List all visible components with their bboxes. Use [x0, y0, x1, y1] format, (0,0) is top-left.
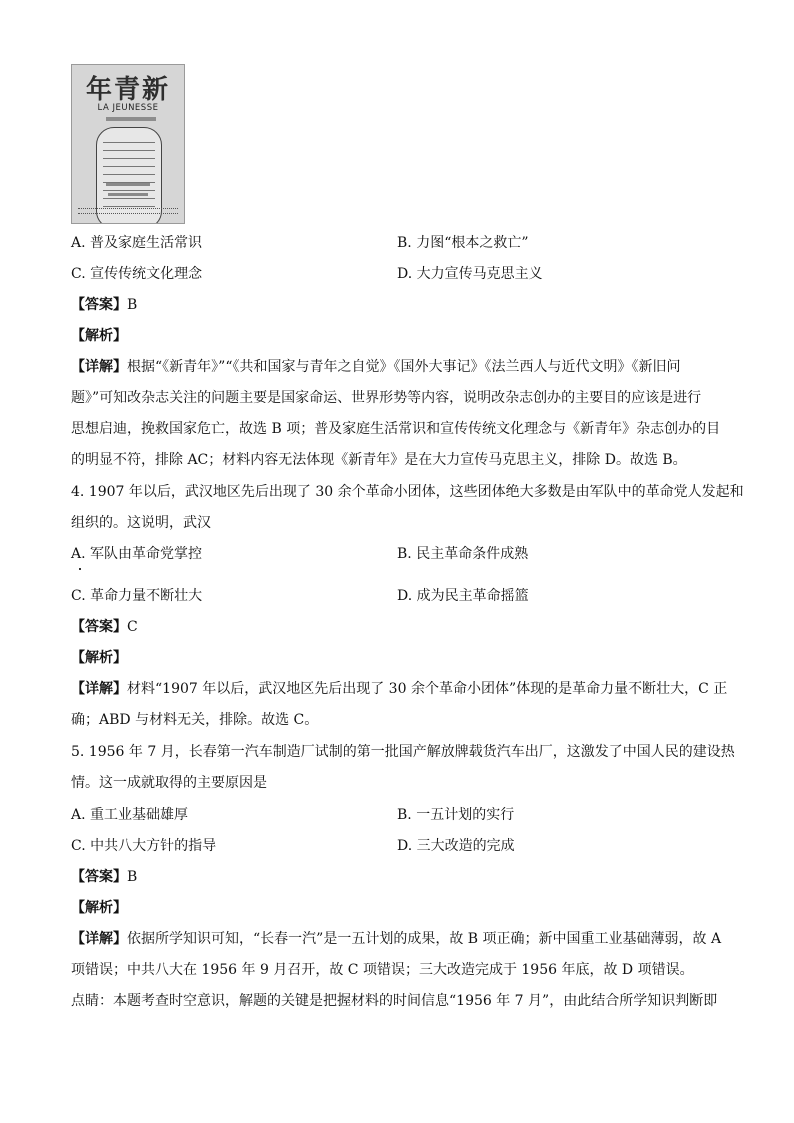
q4-option-b: B. 民主革命条件成熟 — [397, 546, 529, 562]
q4-option-c: C. 革命力量不断壮大 — [71, 588, 203, 604]
q5-option-a: A. 重工业基础雄厚 — [71, 807, 189, 823]
q5-detail-line-1 — [71, 929, 721, 949]
answer-label: 【答案】 — [71, 297, 127, 313]
answer-label: 【答案】 — [71, 869, 127, 885]
q5-answer-line — [71, 867, 137, 887]
q5-option-b: B. 一五计划的实行 — [397, 807, 515, 823]
cover-bar — [108, 193, 148, 196]
q3-detail-text: 根据“《新青年》”“《共和国家与青年之自觉》《国外大事记》《法兰西人与近代文明》《新旧问 — [127, 359, 681, 375]
q3-answer: B — [127, 297, 138, 313]
q3-detail-line-4: 的明显不符，排除 AC；材料内容无法体现《新青年》是在大力宣传马克思主义，排除 D。故选 B。 — [71, 452, 687, 468]
cover-rule — [106, 117, 156, 121]
q3-detail-line-1 — [71, 357, 680, 377]
q5-option-d: D. 三大改造的完成 — [397, 838, 515, 854]
q5-option-c: C. 中共八大方针的指导 — [71, 838, 217, 854]
q3-answer-line — [71, 295, 137, 315]
cover-latin-title: LA JEUNESSE — [97, 103, 159, 113]
q4-detail-text: 材料“1907 年以后，武汉地区先后出现了 30 余个革命小团体”体现的是革命力量不断壮大，C 正 — [127, 681, 728, 697]
q5-detail-text: 依据所学知识可知，“长春一汽”是一五计划的成果，故 B 项正确；新中国重工业基础薄弱，故 A — [127, 931, 722, 947]
q4-stem-line-2: 组织的。这说明，武汉 — [71, 515, 211, 531]
q4-detail-line-2: 确；ABD 与材料无关，排除。故选 C。 — [71, 712, 319, 728]
q4-analysis-label — [71, 648, 127, 668]
q3-detail-line-2: 题》”可知改杂志关注的问题主要是国家命运、世界形势等内容，说明改杂志创办的主要目的应该是进行 — [71, 390, 702, 406]
q4-stem-line-1: 4. 1907 年以后，武汉地区先后出现了 30 余个革命小团体，这些团体绝大多数是由军队中的革命党人发起和 — [71, 484, 744, 500]
q5-answer: B — [127, 869, 138, 885]
q3-option-b: B. 力图“根本之救亡” — [397, 235, 529, 251]
q3-option-c: C. 宣传传统文化理念 — [71, 266, 203, 282]
q3-option-d: D. 大力宣传马克思主义 — [397, 266, 543, 282]
magazine-cover-image — [71, 64, 185, 224]
detail-label: 【详解】 — [71, 931, 127, 947]
q3-detail-line-3: 思想启迪，挽救国家危亡，故选 B 项；普及家庭生活常识和宣传传统文化理念与《新青年》杂志创办的目 — [71, 421, 721, 437]
q4-answer-line — [71, 617, 138, 637]
answer-label: 【答案】 — [71, 619, 127, 635]
detail-label: 【详解】 — [71, 359, 127, 375]
q4-option-d: D. 成为民主革命摇篮 — [397, 588, 529, 604]
q4-detail-line-1 — [71, 679, 727, 699]
q5-comment-line: 点睛：本题考查时空意识，解题的关键是把握材料的时间信息“1956 年 7 月”，由此结合所学知识判断即 — [71, 993, 718, 1009]
cover-masthead: 年青新 — [85, 75, 170, 105]
analysis-label: 【解析】 — [71, 650, 127, 666]
q5-stem-line-1: 5. 1956 年 7 月，长春第一汽车制造厂试制的第一批国产解放牌载货汽车出厂，这激发了中国人民的建设热 — [71, 744, 735, 760]
analysis-label: 【解析】 — [71, 328, 127, 344]
q3-analysis-label — [71, 326, 127, 346]
cover-footer — [78, 208, 178, 214]
q3-option-a: A. 普及家庭生活常识 — [71, 235, 203, 251]
q4-option-a: A. 军队由革命党掌控 — [71, 546, 203, 562]
q5-detail-line-2: 项错误；中共八大在 1956 年 9 月召开，故 C 项错误；三大改造完成于 1956 年底，故 D 项错误。 — [71, 962, 694, 978]
scan-speck — [79, 568, 81, 570]
analysis-label: 【解析】 — [71, 900, 127, 916]
q4-answer: C — [127, 619, 138, 635]
q5-analysis-label — [71, 898, 127, 918]
detail-label: 【详解】 — [71, 681, 127, 697]
cover-bar — [106, 183, 150, 186]
q5-stem-line-2: 情。这一成就取得的主要原因是 — [71, 775, 267, 791]
